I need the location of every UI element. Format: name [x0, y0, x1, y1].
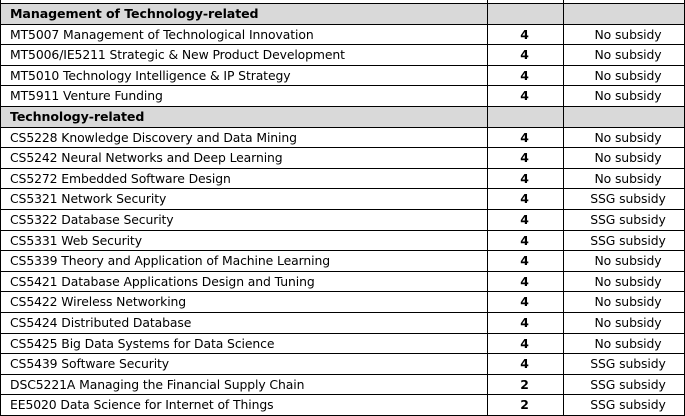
- subsidy-cell: SSG subsidy: [564, 230, 685, 251]
- section-header-empty-subsidy: [564, 4, 685, 25]
- course-name-cell: EE5020 Data Science for Internet of Things: [1, 395, 488, 416]
- table-row: [1, 333, 685, 354]
- course-name-cell: CS5242 Neural Networks and Deep Learning: [1, 148, 488, 169]
- table-row: [1, 65, 685, 86]
- subsidy-cell: No subsidy: [564, 86, 685, 107]
- section-title: Technology-related: [1, 106, 488, 127]
- course-name-cell: MT5007 Management of Technological Innovation: [1, 24, 488, 45]
- subsidy-cell: No subsidy: [564, 127, 685, 148]
- table-row: [1, 374, 685, 395]
- units-cell: 4: [488, 333, 564, 354]
- table-row: [1, 209, 685, 230]
- units-cell: 4: [488, 189, 564, 210]
- course-name-cell: CS5339 Theory and Application of Machine Learning: [1, 251, 488, 272]
- subsidy-cell: No subsidy: [564, 45, 685, 66]
- section-title: Management of Technology-related: [1, 4, 488, 25]
- units-cell: 2: [488, 374, 564, 395]
- units-cell: 4: [488, 86, 564, 107]
- subsidy-cell: No subsidy: [564, 65, 685, 86]
- table-row: [1, 127, 685, 148]
- subsidy-cell: No subsidy: [564, 24, 685, 45]
- subsidy-cell: No subsidy: [564, 168, 685, 189]
- units-cell: 4: [488, 209, 564, 230]
- section-header-row: [1, 4, 685, 25]
- table-row: [1, 354, 685, 375]
- table-row: [1, 189, 685, 210]
- units-cell: 4: [488, 148, 564, 169]
- table-row: [1, 271, 685, 292]
- course-name-cell: CS5422 Wireless Networking: [1, 292, 488, 313]
- subsidy-cell: SSG subsidy: [564, 209, 685, 230]
- subsidy-cell: SSG subsidy: [564, 374, 685, 395]
- table-row: [1, 148, 685, 169]
- course-name-cell: CS5331 Web Security: [1, 230, 488, 251]
- section-header-empty-units: [488, 4, 564, 25]
- subsidy-cell: No subsidy: [564, 333, 685, 354]
- units-cell: 4: [488, 271, 564, 292]
- subsidy-cell: No subsidy: [564, 312, 685, 333]
- units-cell: 4: [488, 168, 564, 189]
- course-name-cell: CS5322 Database Security: [1, 209, 488, 230]
- course-table-body: [1, 0, 685, 415]
- units-cell: 4: [488, 24, 564, 45]
- table-row: [1, 86, 685, 107]
- section-header-empty-units: [488, 106, 564, 127]
- subsidy-cell: No subsidy: [564, 271, 685, 292]
- section-header-empty-subsidy: [564, 106, 685, 127]
- table-row: [1, 24, 685, 45]
- table-row: [1, 230, 685, 251]
- subsidy-cell: No subsidy: [564, 251, 685, 272]
- course-name-cell: CS5228 Knowledge Discovery and Data Mining: [1, 127, 488, 148]
- course-name-cell: CS5321 Network Security: [1, 189, 488, 210]
- table-row: [1, 45, 685, 66]
- subsidy-cell: SSG subsidy: [564, 354, 685, 375]
- units-cell: 4: [488, 354, 564, 375]
- course-name-cell: MT5911 Venture Funding: [1, 86, 488, 107]
- course-name-cell: MT5006/IE5211 Strategic & New Product Development: [1, 45, 488, 66]
- units-cell: 2: [488, 395, 564, 416]
- table-row: [1, 312, 685, 333]
- units-cell: 4: [488, 312, 564, 333]
- table-row: [1, 292, 685, 313]
- table-row: [1, 395, 685, 416]
- subsidy-cell: No subsidy: [564, 148, 685, 169]
- units-cell: 4: [488, 251, 564, 272]
- course-name-cell: DSC5221A Managing the Financial Supply Chain: [1, 374, 488, 395]
- table-row: [1, 168, 685, 189]
- section-header-row: [1, 106, 685, 127]
- course-name-cell: CS5272 Embedded Software Design: [1, 168, 488, 189]
- units-cell: 4: [488, 65, 564, 86]
- course-name-cell: CS5424 Distributed Database: [1, 312, 488, 333]
- course-name-cell: CS5439 Software Security: [1, 354, 488, 375]
- units-cell: 4: [488, 45, 564, 66]
- units-cell: 4: [488, 230, 564, 251]
- table-row: [1, 251, 685, 272]
- subsidy-cell: SSG subsidy: [564, 189, 685, 210]
- course-name-cell: CS5421 Database Applications Design and Tuning: [1, 271, 488, 292]
- subsidy-cell: SSG subsidy: [564, 395, 685, 416]
- subsidy-cell: No subsidy: [564, 292, 685, 313]
- course-name-cell: CS5425 Big Data Systems for Data Science: [1, 333, 488, 354]
- units-cell: 4: [488, 127, 564, 148]
- course-name-cell: MT5010 Technology Intelligence & IP Strategy: [1, 65, 488, 86]
- units-cell: 4: [488, 292, 564, 313]
